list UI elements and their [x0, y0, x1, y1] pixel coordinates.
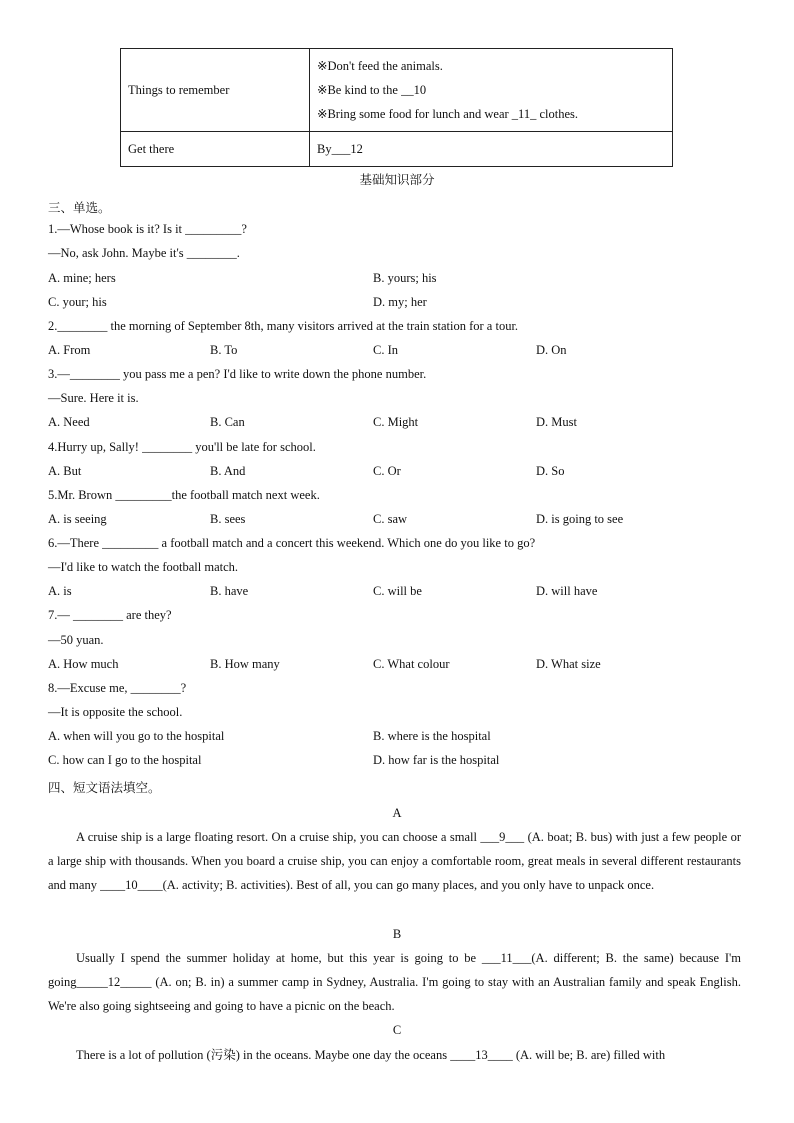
q4-stem: 4.Hurry up, Sally! ________ you'll be late for school. [48, 440, 316, 454]
passage-b-text: Usually I spend the summer holiday at home, but this year is going to be ___11___(A. different; B. the same) because I'm going_____12_____ (A. on; B. in) a summer camp in Sydney, Australia. I'm going to stay with an Australian family and speak English. We're also going sightseeing and going to have a picnic on the beach. [48, 951, 741, 1014]
table-label-things: Things to remember [121, 49, 310, 132]
q5-option-d: D. is going to see [536, 512, 624, 526]
q2-option-d: D. On [536, 343, 567, 357]
q3-reply: —Sure. Here it is. [48, 391, 139, 405]
q1-option-a: A. mine; hers [48, 271, 116, 285]
table-line: ※Don't feed the animals. [317, 59, 443, 73]
passage-c-title: C [392, 1023, 402, 1037]
q6-stem: 6.—There _________ a football match and a concert this weekend. Which one do you like to go? [48, 536, 536, 550]
q5-stem: 5.Mr. Brown _________the football match next week. [48, 488, 320, 502]
q6-reply: —I'd like to watch the football match. [48, 560, 239, 574]
q5-option-a: A. is seeing [48, 512, 107, 526]
table-line: ※Be kind to the __10 [317, 83, 427, 97]
q7-option-b: B. How many [210, 657, 280, 671]
q7-option-d: D. What size [536, 657, 601, 671]
q6-option-a: A. is [48, 584, 72, 598]
q3-option-c: C. Might [373, 415, 419, 429]
q6-option-b: B. have [210, 584, 249, 598]
q8-reply: —It is opposite the school. [48, 705, 183, 719]
section-center-title: 基础知识部分 [359, 173, 435, 187]
q7-reply: —50 yuan. [48, 633, 104, 647]
section-3-heading: 三、单选。 [48, 201, 111, 215]
passage-a-text: A cruise ship is a large floating resort. On a cruise ship, you can choose a small ___9___ (A. boat; B. bus) with just a few people or a large ship with thousands. When you board a cruise ship, you can enjoy a comfortable room, great meals in several different restaurants and many ____10____(A. activity; B. activities). Best of all, you can go many places, and you only have to unpack once. [48, 830, 741, 893]
q4-option-a: A. But [48, 464, 82, 478]
q5-option-c: C. saw [373, 512, 408, 526]
q1-option-c: C. your; his [48, 295, 107, 309]
q7-option-c: C. What colour [373, 657, 450, 671]
q2-stem: 2.________ the morning of September 8th, many visitors arrived at the train station for a tour. [48, 319, 519, 333]
q1-stem: 1.—Whose book is it? Is it _________? [48, 222, 247, 236]
q8-option-d: D. how far is the hospital [373, 753, 500, 767]
q7-option-a: A. How much [48, 657, 119, 671]
q1-reply: —No, ask John. Maybe it's ________. [48, 246, 240, 260]
q3-option-a: A. Need [48, 415, 90, 429]
table-label-get-there: Get there [121, 132, 310, 167]
q1-option-d: D. my; her [373, 295, 427, 309]
q2-option-a: A. From [48, 343, 91, 357]
q4-option-b: B. And [210, 464, 246, 478]
q5-option-b: B. sees [210, 512, 246, 526]
q4-option-d: D. So [536, 464, 565, 478]
q4-option-c: C. Or [373, 464, 401, 478]
q8-stem: 8.—Excuse me, ________? [48, 681, 187, 695]
q1-option-b: B. yours; his [373, 271, 437, 285]
q8-option-a: A. when will you go to the hospital [48, 729, 225, 743]
section-4-heading: 四、短文语法填空。 [48, 781, 161, 795]
table-line: ※Bring some food for lunch and wear _11_ clothes. [317, 107, 578, 121]
q3-option-b: B. Can [210, 415, 245, 429]
q2-option-b: B. To [210, 343, 238, 357]
info-table [120, 48, 673, 167]
passage-c-text: There is a lot of pollution (污染) in the oceans. Maybe one day the oceans ____13____ (A. will be; B. are) filled with [76, 1048, 666, 1062]
q7-stem: 7.— ________ are they? [48, 608, 172, 622]
passage-a-title: A [392, 806, 402, 820]
q3-option-d: D. Must [536, 415, 577, 429]
q6-option-c: C. will be [373, 584, 422, 598]
q3-stem: 3.—________ you pass me a pen? I'd like to write down the phone number. [48, 367, 427, 381]
q8-option-c: C. how can I go to the hospital [48, 753, 202, 767]
passage-b-title: B [392, 927, 402, 941]
q8-option-b: B. where is the hospital [373, 729, 491, 743]
table-cell-things [310, 49, 673, 132]
q2-option-c: C. In [373, 343, 398, 357]
table-cell-get-there: By___12 [310, 132, 673, 167]
q6-option-d: D. will have [536, 584, 598, 598]
